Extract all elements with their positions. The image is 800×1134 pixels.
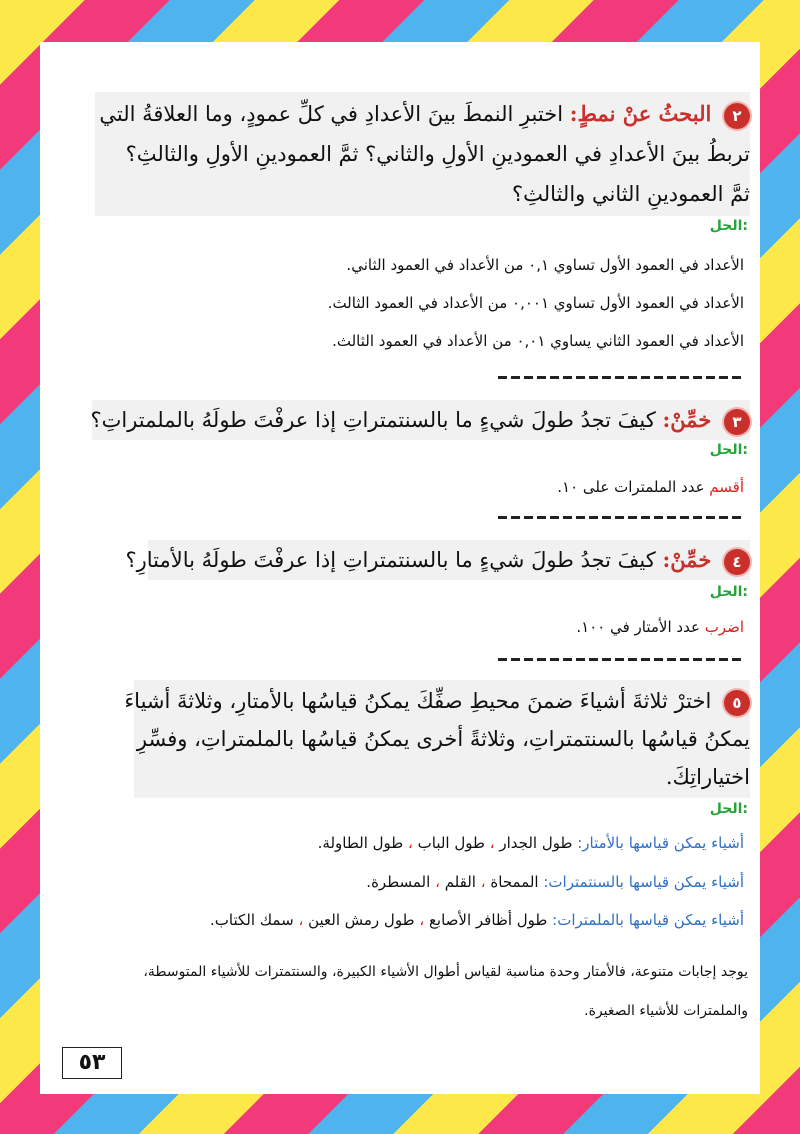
question-2-line-1 xyxy=(95,94,750,134)
question-4-text: كيفَ تجدُ طولَ شيءٍ ما بالسنتمتراتِ إذا عرفْتَ طولَهُ بالأمتارِ؟ xyxy=(125,548,656,572)
question-4-answer xyxy=(84,618,744,636)
question-2-text-1: اختبرِ النمطَ بينَ الأعدادِ في كلِّ عمودٍ، وما العلاقةُ التي xyxy=(99,102,564,126)
millimeters-group-label: أشياء يمكن قياسها بالملمترات: xyxy=(552,911,744,929)
question-4-line xyxy=(125,540,750,580)
separator-comma: ، xyxy=(435,873,440,891)
question-5-number-badge: ٥ xyxy=(724,690,750,716)
question-2-box xyxy=(95,92,750,216)
question-2-answer-1: الأعداد في العمود الأول تساوي ٠,١ من الأعداد في العمود الثاني. xyxy=(346,256,744,274)
question-3-line xyxy=(92,400,750,440)
question-2-solution-label: الحل: xyxy=(709,218,748,234)
millimeters-item-2: طول رمش العين xyxy=(308,911,415,929)
question-3-number-badge: ٣ xyxy=(724,409,750,435)
separator-comma: ، xyxy=(480,873,486,891)
centimeters-item-2: القلم xyxy=(444,873,476,891)
question-5-text-1: اخترْ ثلاثةَ أشياءَ ضمنَ محيطِ صفِّكَ يمكنُ قياسُها بالأمتارِ، وثلاثةَ أشياءَ xyxy=(124,689,712,713)
question-5-text-3: اختياراتِكَ. xyxy=(665,765,750,789)
millimeters-item-3: سمك الكتاب. xyxy=(210,911,294,929)
question-3-box xyxy=(92,400,750,440)
question-5-text-2: يمكنُ قياسُها بالسنتمتراتِ، وثلاثةً أخرى يمكنُ قياسُها بالملمتراتِ، وفسِّرِ xyxy=(136,727,750,751)
question-2-number-badge: ٢ xyxy=(724,103,750,129)
separator-dashes-2 xyxy=(498,516,742,519)
question-4-solution-label: الحل: xyxy=(709,584,748,600)
note-line-1: يوجد إجابات متنوعة، فالأمتار وحدة مناسبة لقياس أطوال الأشياء الكبيرة، والسنتمترات للأشياء المتوسطة، xyxy=(143,964,748,980)
question-3-answer xyxy=(84,478,744,496)
separator-comma: ، xyxy=(408,834,413,852)
question-5-solution-label: الحل: xyxy=(709,801,748,817)
question-2-answer-2: الأعداد في العمود الأول تساوي ٠,٠٠١ من الأعداد في العمود الثالث. xyxy=(327,294,744,312)
question-2-text-2: تربطُ بينَ الأعدادِ في العمودينِ الأولِ والثاني؟ ثمَّ العمودينِ الأولِ والثالثِ؟ xyxy=(125,142,750,166)
question-3-text: كيفَ تجدُ طولَ شيءٍ ما بالسنتمتراتِ إذا عرفْتَ طولَهُ بالملمتراتِ؟ xyxy=(90,408,656,432)
question-2-keyword: البحثُ عنْ نمطٍ: xyxy=(569,101,712,126)
millimeters-group-row xyxy=(84,911,744,929)
separator-dashes-1 xyxy=(498,376,742,379)
meters-item-3: طول الطاولة. xyxy=(317,834,404,852)
centimeters-group-row xyxy=(84,873,744,891)
meters-item-1: طول الجدار xyxy=(499,834,573,852)
centimeters-item-1: الممحاة xyxy=(490,873,539,891)
centimeters-item-3: المسطرة. xyxy=(366,873,431,891)
question-5-line-1 xyxy=(124,682,750,720)
question-2-text-3: ثمَّ العمودينِ الثاني والثالثِ؟ xyxy=(512,182,750,206)
page-number: ٥٣ xyxy=(62,1047,122,1079)
question-4-box xyxy=(125,540,750,580)
note-line-2: والملمترات للأشياء الصغيرة. xyxy=(584,1003,748,1019)
separator-comma: ، xyxy=(298,911,304,929)
question-3-solution-label: الحل: xyxy=(709,442,748,458)
question-3-keyword: خمِّنْ: xyxy=(662,407,712,432)
centimeters-group-label: أشياء يمكن قياسها بالسنتمترات: xyxy=(543,873,744,891)
question-5-box xyxy=(124,680,750,798)
question-4-number-badge: ٤ xyxy=(724,549,750,575)
millimeters-item-1: طول أظافر الأصابع xyxy=(428,911,548,929)
meters-item-2: طول الباب xyxy=(417,834,485,852)
question-3-answer-rest: عدد الملمترات على ١٠. xyxy=(557,478,710,496)
separator-comma: ، xyxy=(419,911,425,929)
question-4-keyword: خمِّنْ: xyxy=(662,547,712,572)
separator-comma: ، xyxy=(489,834,495,852)
separator-dashes-3 xyxy=(498,658,742,661)
meters-group-label: أشياء يمكن قياسها بالأمتار: xyxy=(577,834,744,852)
question-3-answer-verb: أقسم xyxy=(709,478,744,496)
question-2-answer-3: الأعداد في العمود الثاني يساوي ٠,٠١ من الأعداد في العمود الثالث. xyxy=(332,332,744,350)
question-4-answer-rest: عدد الأمتار في ١٠٠. xyxy=(576,618,705,636)
meters-group-row xyxy=(84,834,744,852)
question-4-answer-verb: اضرب xyxy=(704,618,744,636)
